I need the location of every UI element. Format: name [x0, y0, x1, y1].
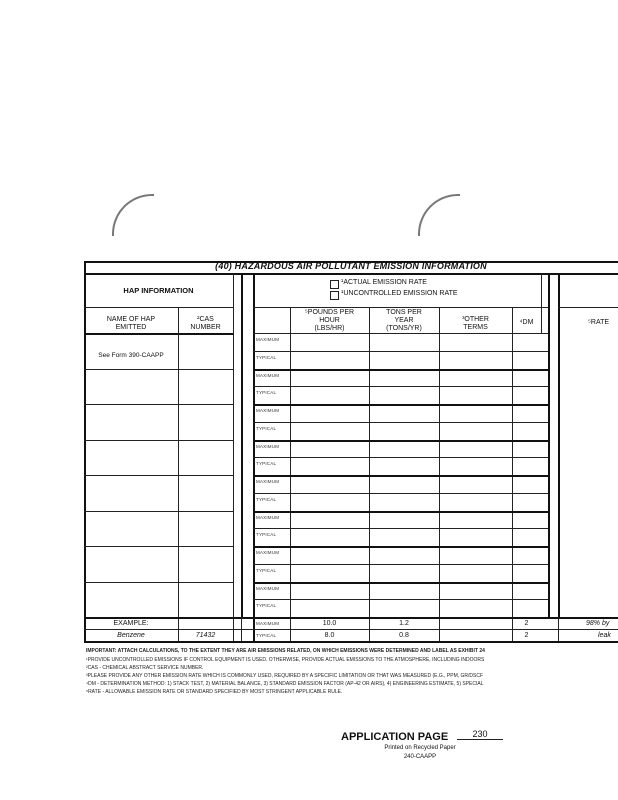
example-rate-1: 98% by	[586, 620, 610, 627]
example-max-dm: 2	[524, 620, 529, 627]
row-sub-divider	[253, 422, 548, 423]
row-label-typical: TYPICAL	[256, 426, 277, 431]
row-label-typical: TYPICAL	[256, 390, 277, 395]
example-label: EXAMPLE:	[113, 620, 149, 627]
example-max-lbs: 10.0	[322, 620, 337, 627]
row-label-maximum: MAXIMUM	[256, 550, 280, 555]
row-sub-divider	[253, 528, 548, 529]
application-page-title: APPLICATION PAGE	[341, 731, 449, 743]
row-label-maximum: MAXIMUM	[256, 373, 280, 378]
row-sub-divider	[253, 599, 548, 600]
row-group-divider	[253, 475, 548, 477]
row-group-divider	[84, 440, 233, 441]
row-label-typical: TYPICAL	[256, 461, 277, 466]
row-group-divider	[84, 582, 233, 583]
col-header-pounds: ⁵POUNDS PER HOUR (LBS/HR)	[304, 309, 355, 332]
row-label-typical: TYPICAL	[256, 532, 277, 537]
hap-info-header: HAP INFORMATION	[123, 286, 194, 295]
col-header-other: ³OTHER TERMS	[462, 316, 489, 331]
row-group-divider	[84, 404, 233, 405]
example-typ-lbs: 8.0	[324, 632, 335, 639]
row-label-maximum: MAXIMUM	[256, 515, 280, 520]
punch-hole-left	[112, 194, 154, 236]
example-typ-tons: 0.8	[399, 632, 409, 639]
col-header-dm: ⁴DM	[519, 319, 534, 326]
col-header-rate: ⁵RATE	[588, 319, 610, 326]
row-label-typical: TYPICAL	[256, 497, 277, 502]
printed-note: Printed on Recycled Paper	[384, 745, 456, 751]
row-label-maximum: MAXIMUM	[256, 337, 280, 342]
row-label-maximum: MAXIMUM	[256, 444, 280, 449]
note-4: ⁴DM - DETERMINATION METHOD: 1) STACK TEST, 2) MATERIAL BALANCE, 3) STANDARD EMISSION FACTOR (AP-42 OR AIRS), 4) ENGINEERING ESTIMATE, 5) SPECIAL	[86, 681, 484, 687]
row-label-typical: TYPICAL	[256, 355, 277, 360]
row-sub-divider	[253, 564, 548, 565]
col-header-cas: ²CAS NUMBER	[190, 316, 221, 331]
row-label-typical: TYPICAL	[256, 603, 277, 608]
page-number: 230	[457, 729, 503, 740]
example-rate-2: leak	[598, 632, 611, 639]
col-header-tons: TONS PER YEAR (TONS/YR)	[386, 309, 422, 332]
example-typ-label: TYPICAL	[256, 633, 277, 638]
row-group-divider	[253, 511, 548, 513]
note-3: ³PLEASE PROVIDE ANY OTHER EMISSION RATE WHICH IS COMMONLY USED, REQUIRED BY A SPECIFIC LIMITATION OR THAT WAS MEASURED (E.G., PPM, GR/DSCF	[86, 673, 484, 679]
row-sub-divider	[253, 386, 548, 387]
form-id: 240-CAAPP	[403, 754, 437, 760]
col-header-name: NAME OF HAP EMITTED	[106, 316, 156, 331]
row-group-divider	[84, 475, 233, 476]
row-group-divider	[84, 546, 233, 547]
row-group-divider	[253, 369, 548, 371]
row-sub-divider	[253, 457, 548, 458]
uncontrolled-emission-label: ¹UNCONTROLLED EMISSION RATE	[341, 290, 458, 297]
example-name: Benzene	[117, 632, 145, 639]
first-row-name: See Form 390-CAAPP	[98, 352, 164, 359]
example-typ-dm: 2	[524, 632, 529, 639]
row-group-divider	[84, 369, 233, 370]
row-group-divider	[253, 404, 548, 406]
row-group-divider	[253, 546, 548, 548]
row-group-divider	[253, 440, 548, 442]
row-label-maximum: MAXIMUM	[256, 479, 280, 484]
punch-hole-right	[418, 194, 460, 236]
note-important: IMPORTANT: ATTACH CALCULATIONS, TO THE EXTENT THEY ARE AIR EMISSIONS RELATED, ON WHICH EMISSIONS WERE DETERMINED AND LABEL AS EXHIBIT 24	[86, 648, 485, 654]
form-title: (40) HAZARDOUS AIR POLLUTANT EMISSION INFORMATION	[215, 261, 487, 271]
actual-emission-checkbox[interactable]	[330, 280, 339, 289]
note-2: ²CAS - CHEMICAL ABSTRACT SERVICE NUMBER.	[86, 665, 204, 671]
note-1: ¹PROVIDE UNCONTROLLED EMISSIONS IF CONTROL EQUIPMENT IS USED. OTHERWISE, PROVIDE ACTUAL EMISSIONS TO THE ATMOSPHERE, INCLUDING INDOORS	[86, 657, 485, 663]
row-sub-divider	[253, 493, 548, 494]
actual-emission-label: ¹ACTUAL EMISSION RATE	[341, 279, 427, 286]
row-label-maximum: MAXIMUM	[256, 408, 280, 413]
note-5: ⁵RATE - ALLOWABLE EMISSION RATE OR STANDARD SPECIFIED BY MOST STRINGENT APPLICABLE RULE.	[86, 689, 343, 695]
example-max-tons: 1.2	[399, 620, 409, 627]
row-group-divider	[84, 511, 233, 512]
row-group-divider	[253, 582, 548, 584]
row-label-maximum: MAXIMUM	[256, 586, 280, 591]
uncontrolled-emission-checkbox[interactable]	[330, 291, 339, 300]
row-label-typical: TYPICAL	[256, 568, 277, 573]
row-sub-divider	[253, 351, 548, 352]
example-max-label: MAXIMUM	[256, 621, 280, 626]
example-cas: 71432	[195, 632, 216, 639]
